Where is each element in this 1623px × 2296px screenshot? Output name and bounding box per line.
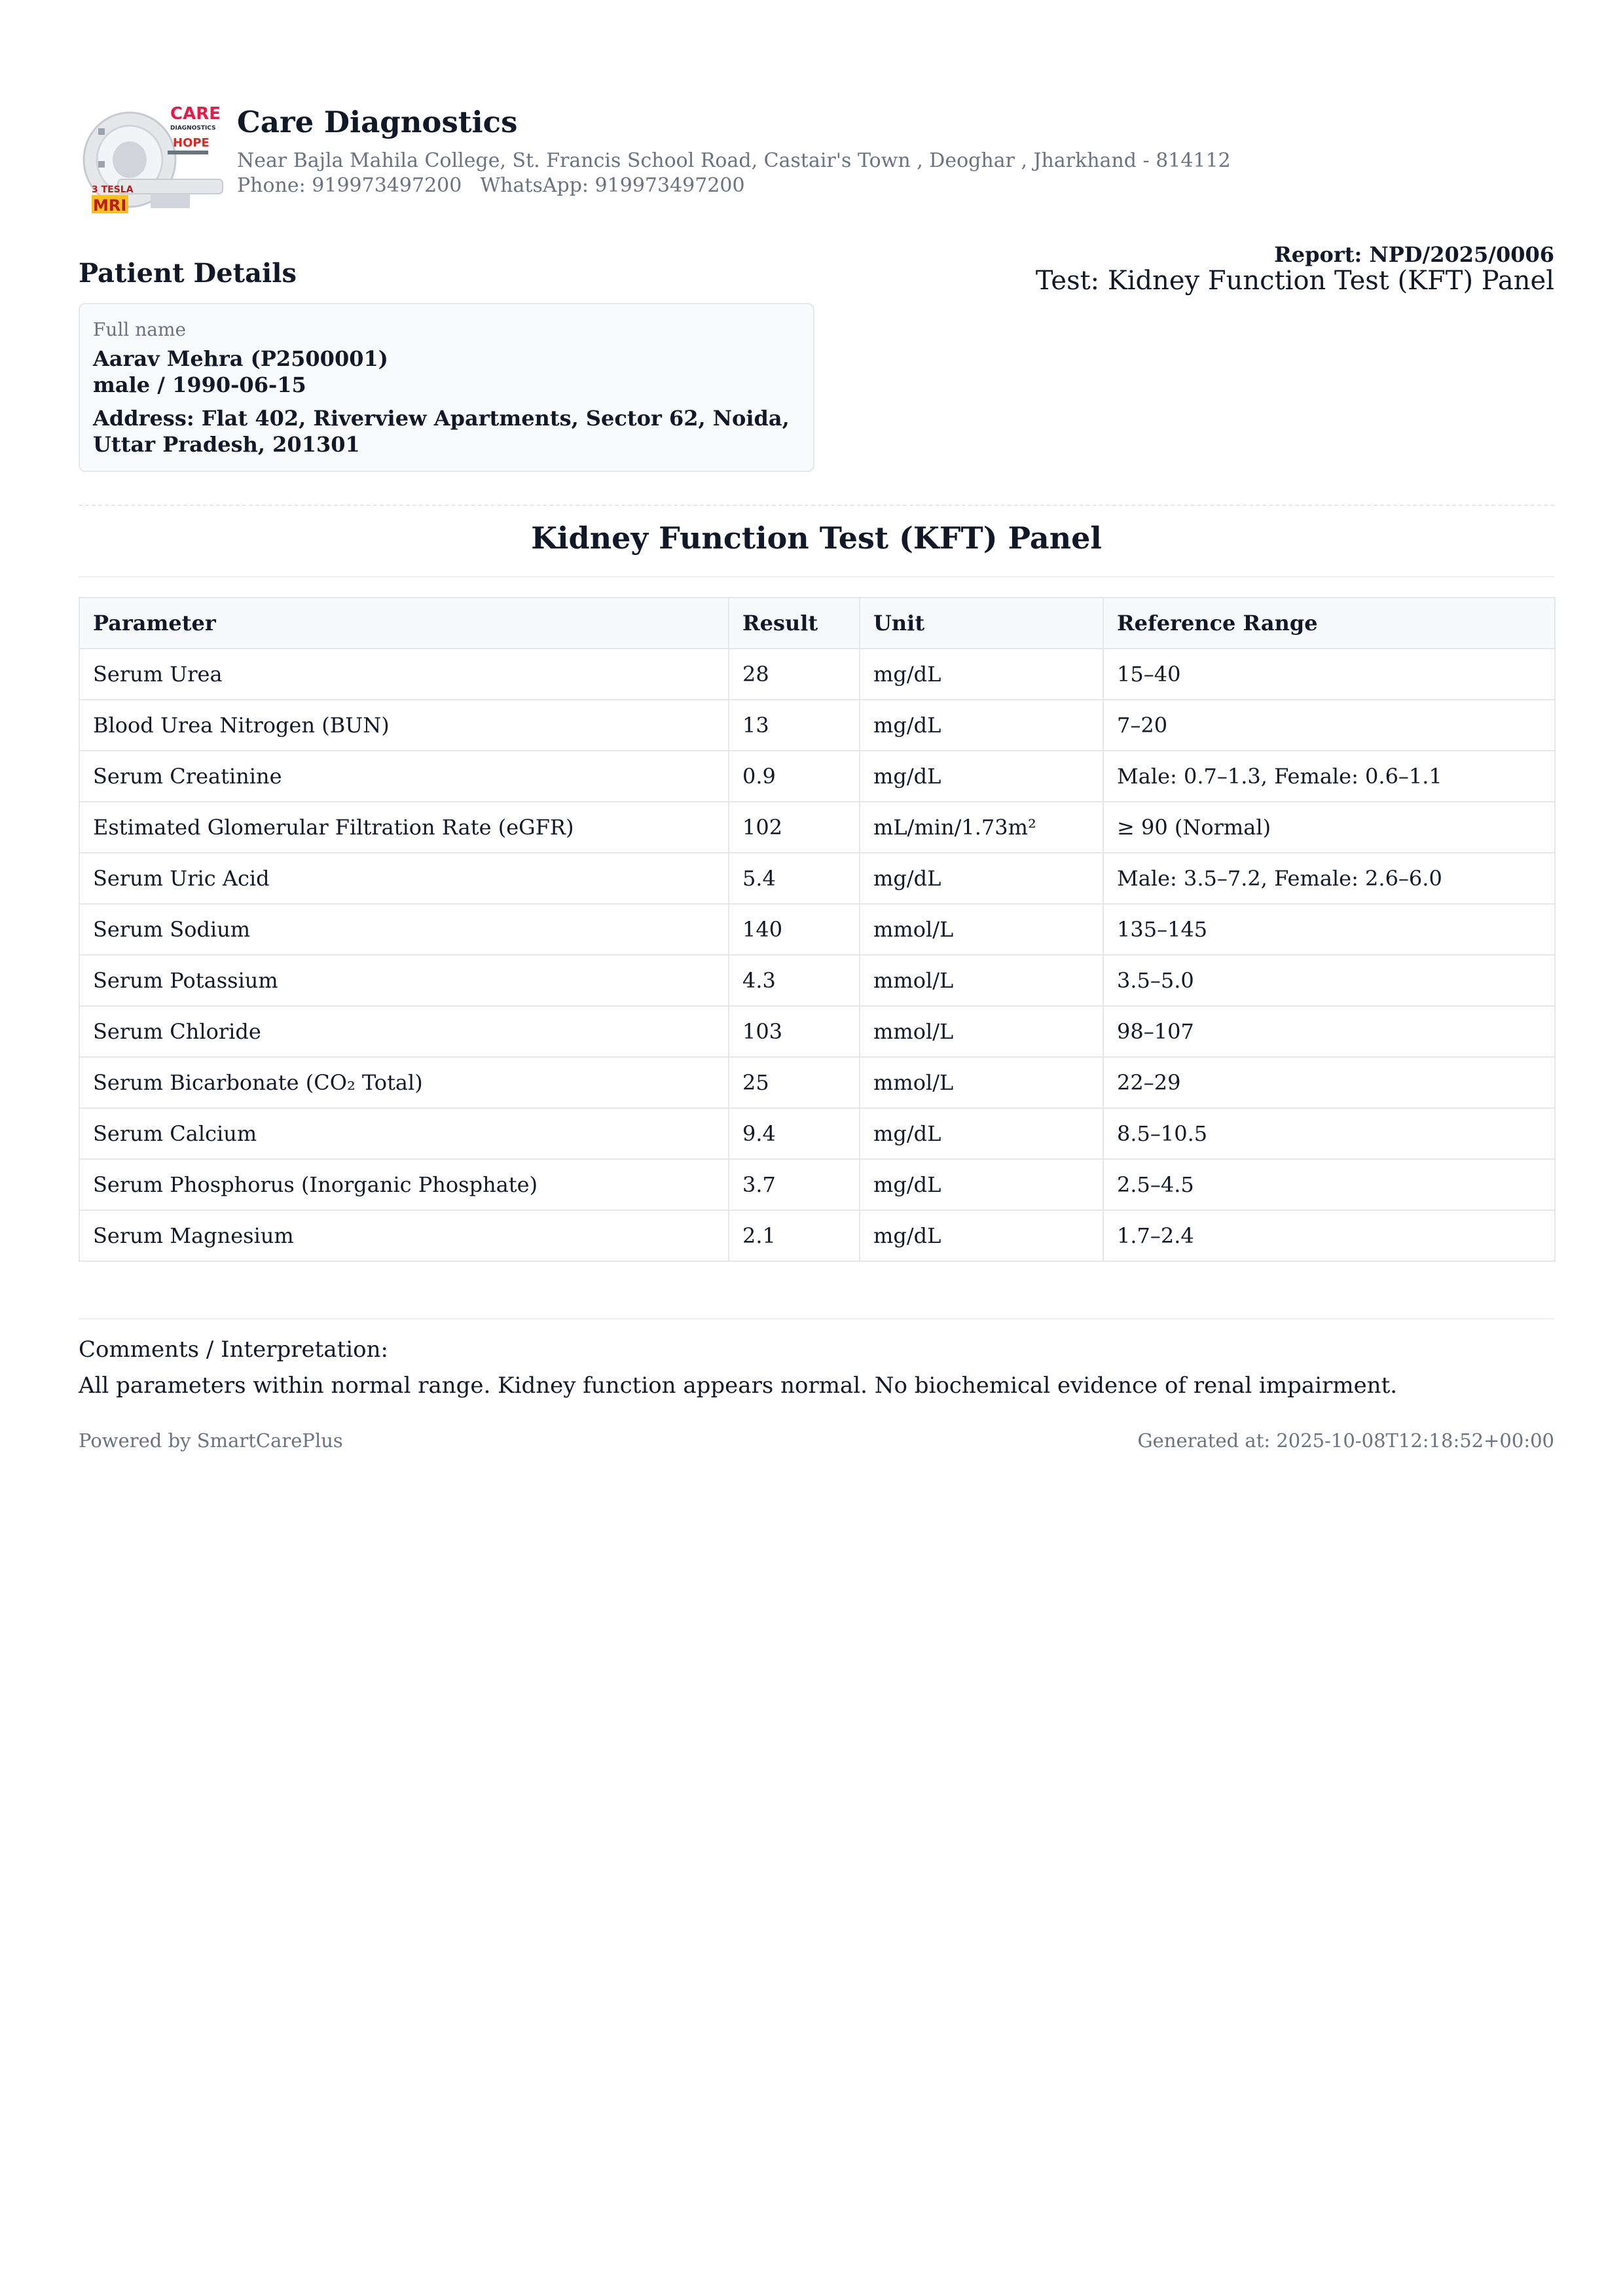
cell-reference: ≥ 90 (Normal): [1103, 802, 1555, 853]
patient-name: Aarav Mehra (P2500001): [93, 346, 388, 371]
comments-text: All parameters within normal range. Kidney function appears normal. No biochemical evidence of renal impairment.: [79, 1372, 1398, 1399]
divider: [79, 576, 1554, 577]
table-row: [79, 700, 1555, 751]
cell-result: 103: [729, 1006, 860, 1057]
cell-reference: 7–20: [1103, 700, 1555, 751]
cell-result: 2.1: [729, 1210, 860, 1261]
cell-unit: mg/dL: [860, 853, 1103, 904]
generated-at: Generated at: 2025-10-08T12:18:52+00:00: [1137, 1429, 1554, 1452]
patient-details-heading: Patient Details: [79, 258, 297, 289]
logo-hope-text: HOPE: [173, 136, 210, 150]
logo-mri-text: MRI: [93, 196, 127, 215]
cell-unit: mmol/L: [860, 1006, 1103, 1057]
table-row: [79, 1210, 1555, 1261]
cell-parameter: Serum Potassium: [79, 955, 729, 1006]
table-row: [79, 802, 1555, 853]
cell-result: 3.7: [729, 1159, 860, 1210]
clinic-logo: [79, 102, 224, 216]
results-table: [79, 597, 1556, 1262]
table-row: [79, 1159, 1555, 1210]
clinic-phone: Phone: 919973497200: [237, 174, 462, 197]
cell-parameter: Serum Calcium: [79, 1108, 729, 1159]
cell-unit: mmol/L: [860, 904, 1103, 955]
table-row: [79, 1057, 1555, 1108]
cell-unit: mg/dL: [860, 649, 1103, 700]
header-reference-range: Reference Range: [1103, 598, 1555, 649]
section-title: Kidney Function Test (KFT) Panel: [531, 520, 1102, 556]
cell-parameter: Serum Chloride: [79, 1006, 729, 1057]
cell-result: 13: [729, 700, 860, 751]
cell-reference: 2.5–4.5: [1103, 1159, 1555, 1210]
patient-address: Address: Flat 402, Riverview Apartments, Sector 62, Noida, Uttar Pradesh, 201301: [93, 406, 790, 457]
logo-diagnostics-text: DIAGNOSTICS: [170, 125, 216, 132]
cell-reference: 22–29: [1103, 1057, 1555, 1108]
patient-gender-dob: male / 1990-06-15: [93, 372, 306, 397]
cell-reference: 8.5–10.5: [1103, 1108, 1555, 1159]
patient-details-card: [79, 303, 814, 472]
cell-result: 140: [729, 904, 860, 955]
cell-parameter: Serum Uric Acid: [79, 853, 729, 904]
table-row: [79, 955, 1555, 1006]
cell-reference: 98–107: [1103, 1006, 1555, 1057]
header-result: Result: [729, 598, 860, 649]
cell-parameter: Serum Phosphorus (Inorganic Phosphate): [79, 1159, 729, 1210]
cell-parameter: Estimated Glomerular Filtration Rate (eGFR): [79, 802, 729, 853]
cell-unit: mmol/L: [860, 1057, 1103, 1108]
report-test-name: Test: Kidney Function Test (KFT) Panel: [1035, 266, 1554, 296]
report-number: Report: NPD/2025/0006: [1274, 242, 1554, 267]
cell-parameter: Serum Bicarbonate (CO₂ Total): [79, 1057, 729, 1108]
divider: [79, 1318, 1554, 1319]
cell-parameter: Serum Urea: [79, 649, 729, 700]
clinic-contact: [237, 174, 745, 197]
table-row: [79, 1006, 1555, 1057]
cell-reference: 15–40: [1103, 649, 1555, 700]
header-unit: Unit: [860, 598, 1103, 649]
cell-unit: mmol/L: [860, 955, 1103, 1006]
logo-care-text: CARE: [170, 104, 221, 124]
cell-unit: mg/dL: [860, 751, 1103, 802]
cell-result: 102: [729, 802, 860, 853]
table-row: [79, 853, 1555, 904]
cell-parameter: Blood Urea Nitrogen (BUN): [79, 700, 729, 751]
table-row: [79, 649, 1555, 700]
clinic-name: Care Diagnostics: [237, 105, 518, 139]
cell-unit: mg/dL: [860, 1210, 1103, 1261]
cell-reference: 1.7–2.4: [1103, 1210, 1555, 1261]
cell-result: 4.3: [729, 955, 860, 1006]
cell-reference: Male: 3.5–7.2, Female: 2.6–6.0: [1103, 853, 1555, 904]
cell-result: 5.4: [729, 853, 860, 904]
powered-by: Powered by SmartCarePlus: [79, 1429, 343, 1452]
cell-result: 28: [729, 649, 860, 700]
cell-reference: 3.5–5.0: [1103, 955, 1555, 1006]
cell-unit: mg/dL: [860, 1159, 1103, 1210]
clinic-whatsapp: WhatsApp: 919973497200: [480, 174, 745, 197]
cell-unit: mg/dL: [860, 700, 1103, 751]
cell-unit: mg/dL: [860, 1108, 1103, 1159]
comments-label: Comments / Interpretation:: [79, 1336, 388, 1363]
header-parameter: Parameter: [79, 598, 729, 649]
cell-reference: 135–145: [1103, 904, 1555, 955]
divider: [79, 505, 1554, 506]
table-row: [79, 1108, 1555, 1159]
cell-reference: Male: 0.7–1.3, Female: 0.6–1.1: [1103, 751, 1555, 802]
cell-unit: mL/min/1.73m²: [860, 802, 1103, 853]
table-row: [79, 904, 1555, 955]
clinic-address: Near Bajla Mahila College, St. Francis School Road, Castair's Town , Deoghar , Jharkhand - 814112: [237, 149, 1231, 172]
clinic-header: [79, 98, 1554, 223]
table-header-row: [79, 598, 1555, 649]
table-row: [79, 751, 1555, 802]
cell-result: 0.9: [729, 751, 860, 802]
cell-parameter: Serum Magnesium: [79, 1210, 729, 1261]
cell-parameter: Serum Creatinine: [79, 751, 729, 802]
full-name-label: Full name: [93, 319, 187, 340]
cell-result: 9.4: [729, 1108, 860, 1159]
cell-parameter: Serum Sodium: [79, 904, 729, 955]
cell-result: 25: [729, 1057, 860, 1108]
logo-tesla-text: 3 TESLA: [92, 185, 134, 195]
